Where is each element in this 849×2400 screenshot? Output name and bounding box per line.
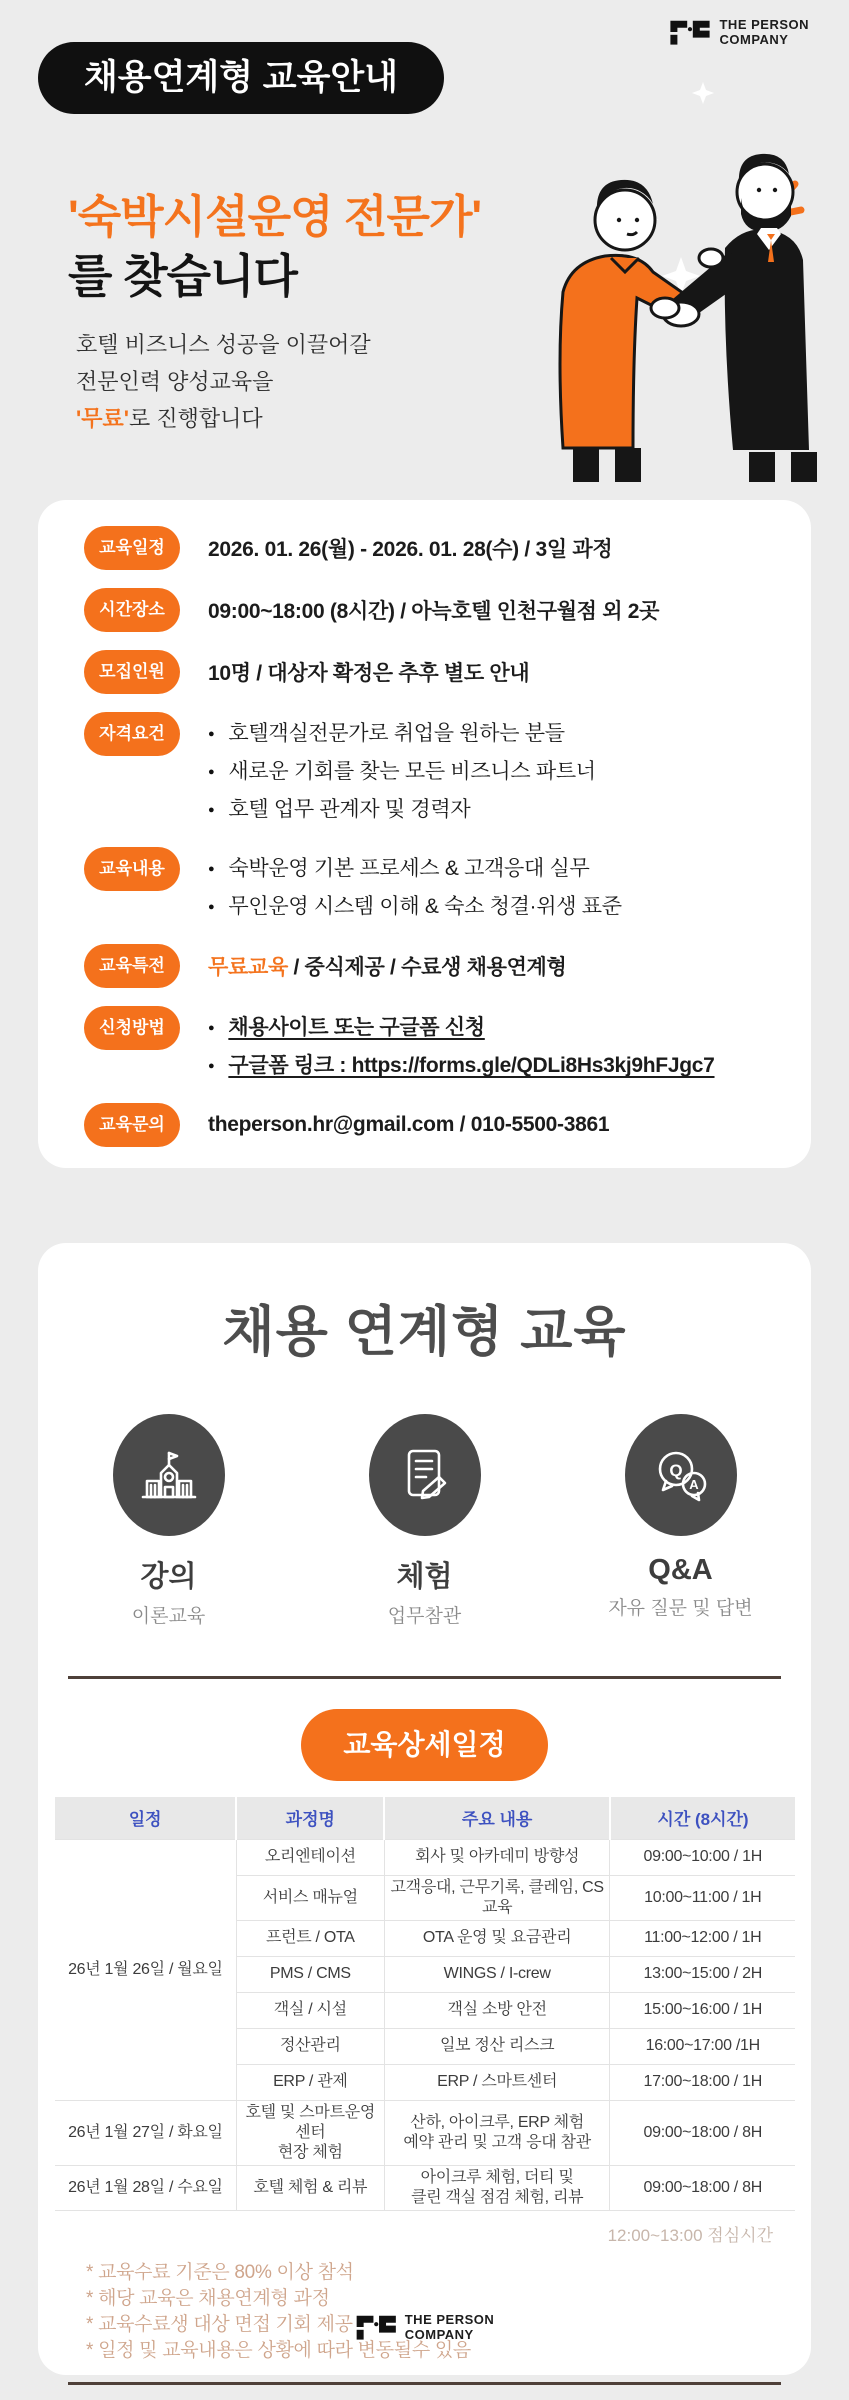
feature-list [38,1414,811,1628]
schedule-content-cell: 일보 정산 리스크 [384,2028,610,2064]
bullet-item: ● 숙박운영 기본 프로세스 & 고객응대 실무 [208,850,622,888]
bullet-list [208,712,596,829]
schedule-time-cell: 11:00~12:00 / 1H [610,1920,795,1956]
divider-line [68,1676,781,1679]
info-label-pill: 신청방법 [84,1006,180,1050]
info-row [84,1103,771,1147]
brand-name: THE PERSON COMPANY [404,2312,495,2342]
schedule-time-cell: 15:00~16:00 / 1H [610,1992,795,2028]
schedule-course-cell: 오리엔테이션 [236,1839,384,1875]
info-value: 2026. 01. 26(월) - 2026. 01. 28(수) / 3일 과정 [208,538,613,561]
schedule-day-cell: 26년 1월 26일 / 월요일 [55,1839,236,2100]
schedule-detail-button[interactable]: 교육상세일정 [301,1709,547,1781]
schedule-row [55,1839,795,1875]
schedule-day-cell: 26년 1월 28일 / 수요일 [55,2165,236,2210]
table-header-cell: 시간 (8시간) [610,1797,795,1839]
schedule-content-cell: ERP / 스마트센터 [384,2064,610,2100]
document-pencil-icon [369,1414,481,1536]
bullet-item: ● 호텔객실전문가로 취업을 원하는 분들 [208,715,596,753]
info-value: theperson.hr@gmail.com / 010-5500-3861 [208,1113,610,1136]
handshake-illustration [553,52,849,482]
svg-text:Q: Q [668,1461,683,1480]
bullet-item: ● 무인운영 시스템 이해 & 숙소 청결·위생 표준 [208,888,622,926]
hero-title-rest: 를 찾습니다 [68,250,297,302]
person-company-logo-icon [355,2311,397,2343]
schedule-content-cell: WINGS / I-crew [384,1956,610,1992]
schedule-course-cell: 호텔 및 스마트운영센터 현장 체험 [236,2100,384,2165]
svg-text:A: A [688,1477,699,1492]
info-row [84,944,771,988]
info-label-pill: 모집인원 [84,650,180,694]
footnote-line: * 교육수료 기준은 80% 이상 참석 [86,2261,354,2283]
schedule-course-cell: 프런트 / OTA [236,1920,384,1956]
program-card [38,1243,811,2375]
hero-title-highlight: '숙박시설운영 전문가' [68,191,482,242]
info-label-pill: 시간장소 [84,588,180,632]
info-rows [84,526,771,1147]
bullet-list [208,1006,715,1085]
feature-subtitle: 이론교육 [131,1606,206,1627]
table-header-cell: 과정명 [236,1797,384,1839]
schedule-time-cell: 09:00~18:00 / 8H [610,2165,795,2210]
info-label-pill: 교육특전 [84,944,180,988]
schedule-content-cell: 회사 및 아카데미 방향성 [384,1839,610,1875]
brand-logo-bottom [355,2311,495,2343]
table-header-cell: 일정 [55,1797,236,1839]
schedule-row [55,2100,795,2165]
schedule-content-cell: OTA 운영 및 요금관리 [384,1920,610,1956]
schedule-time-cell: 09:00~18:00 / 8H [610,2100,795,2165]
bullet-item: ● 호텔 업무 관계자 및 경력자 [208,791,596,829]
feature-subtitle: 자유 질문 및 답변 [608,1598,753,1619]
schedule-row [55,2165,795,2210]
apply-link-item [208,1047,715,1085]
schedule-time-cell: 16:00~17:00 /1H [610,2028,795,2064]
info-row [84,712,771,829]
info-row [84,588,771,632]
feature-title: 강의 [140,1561,197,1593]
lunch-time-note: 12:00~13:00 점심시간 [607,2225,773,2245]
brand-name: THE PERSON COMPANY [719,17,809,47]
schedule-course-cell: 정산관리 [236,2028,384,2064]
bullet-list [208,847,622,926]
footnote-line: * 교육수료생 대상 면접 기회 제공 [86,2313,353,2335]
info-value: 09:00~18:00 (8시간) / 아늑호텔 인천구월점 외 2곳 [208,600,660,623]
feature-title: Q&A [648,1554,713,1586]
schedule-day-cell: 26년 1월 27일 / 화요일 [55,2100,236,2165]
schedule-content-cell: 산하, 아이크루, ERP 체험 예약 관리 및 고객 응대 참관 [384,2100,610,2165]
qa-speech-bubbles-icon [625,1414,737,1536]
schedule-time-cell: 09:00~10:00 / 1H [610,1839,795,1875]
education-info-card [38,500,811,1168]
info-row [84,1006,771,1085]
schedule-table [55,1797,795,2211]
bullet-item: ● 새로운 기회를 찾는 모든 비즈니스 파트너 [208,753,596,791]
schedule-content-cell: 객실 소방 안전 [384,1992,610,2028]
divider-line-bottom [68,2382,781,2385]
schedule-time-cell: 10:00~11:00 / 1H [610,1875,795,1920]
hero-badge: 채용연계형 교육안내 [38,42,444,114]
schedule-content-cell: 아이크루 체험, 더티 및 클린 객실 점검 체험, 리뷰 [384,2165,610,2210]
info-label-pill: 교육일정 [84,526,180,570]
schedule-course-cell: 호텔 체험 & 리뷰 [236,2165,384,2210]
feature-강의 [89,1414,249,1628]
schedule-time-cell: 13:00~15:00 / 2H [610,1956,795,1992]
info-row [84,526,771,570]
feature-체험 [345,1414,505,1628]
schedule-course-cell: 객실 / 시설 [236,1992,384,2028]
footnote-line: * 해당 교육은 채용연계형 과정 [86,2287,330,2309]
schedule-course-cell: ERP / 관제 [236,2064,384,2100]
apply-link[interactable]: 채용사이트 또는 구글폼 신청 [228,1016,485,1039]
brand-logo-top [669,16,809,48]
program-title: 채용 연계형 교육 [222,1302,627,1362]
info-row [84,847,771,926]
schedule-content-cell: 고객응대, 근무기록, 클레임, CS교육 [384,1875,610,1920]
feature-subtitle: 업무참관 [387,1606,462,1627]
info-value: 무료교육 / 중식제공 / 수료생 채용연계형 [208,956,567,979]
info-value: 10명 / 대상자 확정은 추후 별도 안내 [208,662,530,685]
feature-title: 체험 [396,1561,453,1593]
table-header-cell: 주요 내용 [384,1797,610,1839]
schedule-time-cell: 17:00~18:00 / 1H [610,2064,795,2100]
info-label-pill: 교육문의 [84,1103,180,1147]
school-building-icon [113,1414,225,1536]
schedule-course-cell: PMS / CMS [236,1956,384,1992]
apply-link-item [208,1009,715,1047]
footnote-line: * 일정 및 교육내용은 상황에 따라 변동될수 있음 [86,2339,471,2361]
schedule-course-cell: 서비스 매뉴얼 [236,1875,384,1920]
person-company-logo-icon [669,16,711,48]
info-row [84,650,771,694]
info-label-pill: 교육내용 [84,847,180,891]
free-education-highlight: 무료교육 [208,956,288,979]
hero-description: 호텔 비즈니스 성공을 이끌어갈 전문인력 양성교육을 '무료'로 진행합니다 [76,332,371,431]
free-highlight: '무료' [76,406,129,431]
feature-q&a [601,1414,761,1628]
info-label-pill: 자격요건 [84,712,180,756]
apply-link[interactable]: 구글폼 링크 : https://forms.gle/QDLi8Hs3kj9hFJgc7 [228,1054,715,1077]
schedule-table-wrap [55,1797,795,2246]
